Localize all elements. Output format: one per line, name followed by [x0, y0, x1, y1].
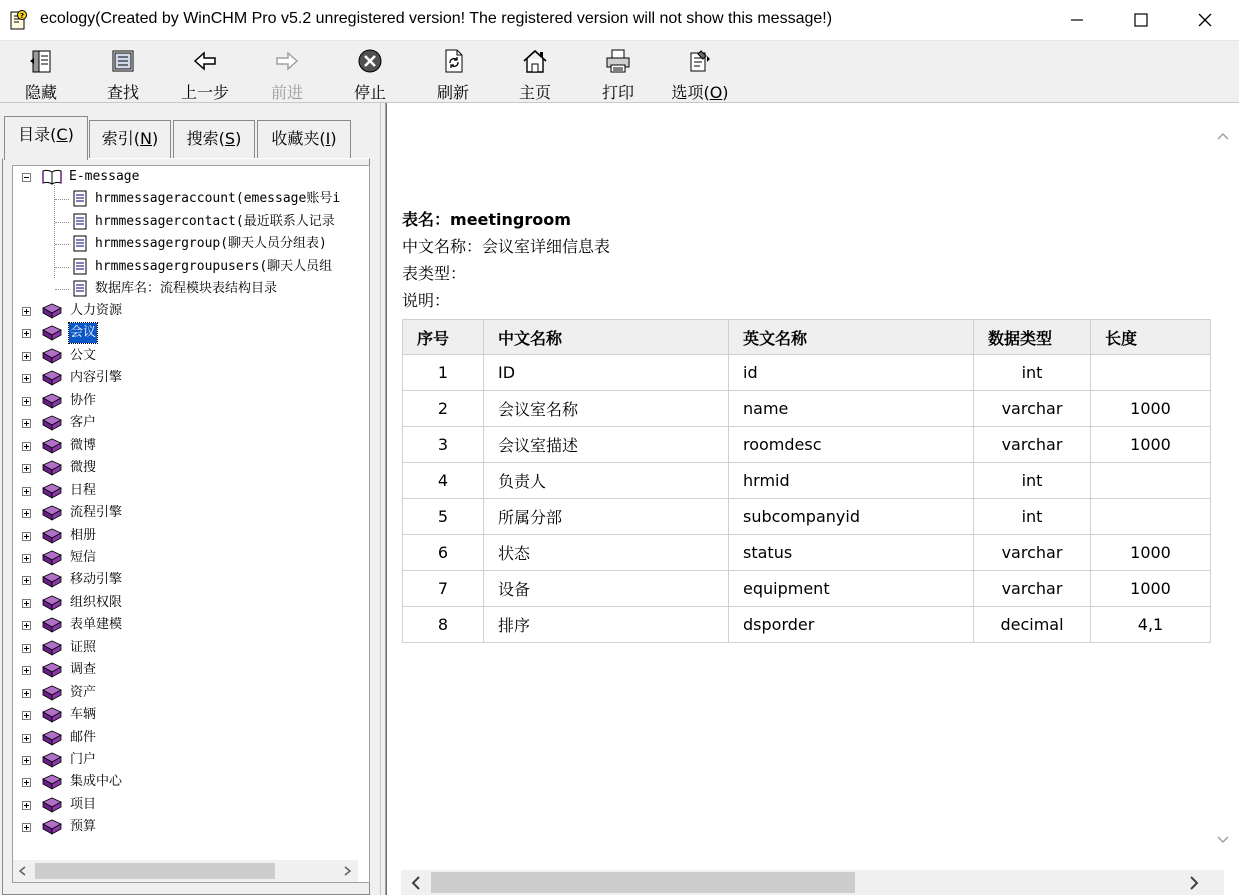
cell-en-name: equipment	[729, 571, 974, 607]
table-row	[403, 535, 1211, 571]
scroll-right-arrow-icon[interactable]	[341, 865, 353, 877]
tree-item-label: 数据库名：流程模块表结构目录	[95, 281, 278, 296]
cell-cn-name: 会议室描述	[484, 427, 729, 463]
cell-cn-name: 状态	[484, 535, 729, 571]
header-cn-name: 中文名称	[484, 320, 729, 355]
tree-guide-line	[55, 267, 69, 268]
cell-length: 1000	[1091, 391, 1211, 427]
expand-toggle-icon[interactable]	[22, 397, 31, 406]
description-line: 说明：	[402, 291, 451, 310]
expand-toggle-icon[interactable]	[22, 576, 31, 585]
print-button[interactable]	[582, 44, 654, 100]
cell-cn-name: 排序	[484, 607, 729, 643]
tree-item-label: 微搜	[70, 460, 97, 476]
tree-item-label: 调查	[70, 662, 97, 678]
back-arrow-icon	[191, 47, 219, 75]
closed-book-icon	[41, 392, 63, 410]
tree-item-label: 公文	[70, 347, 97, 363]
tree-item-label: 资产	[70, 684, 97, 700]
table-type-line: 表类型：	[402, 264, 467, 283]
find-button[interactable]	[87, 44, 159, 100]
open-book-icon	[41, 168, 63, 186]
cell-data-type: int	[974, 463, 1091, 499]
options-icon	[686, 47, 714, 75]
options-button[interactable]	[664, 44, 736, 100]
home-label: 主页	[518, 83, 551, 102]
tree-item-label: 移动引擎	[70, 572, 123, 588]
closed-book-icon	[41, 347, 63, 365]
expand-toggle-icon[interactable]	[22, 307, 31, 316]
closed-book-icon	[41, 661, 63, 679]
closed-book-icon	[41, 369, 63, 387]
window-title: ecology(Created by WinCHM Pro v5.2 unregistered version! The registered version will not show this message!)	[40, 10, 833, 27]
table-row	[403, 391, 1211, 427]
cell-seq: 7	[403, 571, 484, 607]
expand-toggle-icon[interactable]	[22, 352, 31, 361]
content-scroll-thumb[interactable]	[431, 872, 855, 893]
cell-en-name: name	[729, 391, 974, 427]
tab-contents[interactable]: 目录(C)	[4, 116, 88, 160]
tree-guide-line	[55, 199, 69, 200]
find-label: 查找	[106, 83, 139, 102]
close-window-button[interactable]	[1173, 0, 1237, 40]
scroll-down-arrow-icon[interactable]	[1216, 833, 1230, 847]
forward-label: 前进	[270, 83, 303, 102]
tree-horizontal-scrollbar[interactable]	[13, 860, 358, 882]
content-horizontal-scrollbar[interactable]	[401, 870, 1224, 895]
cell-data-type: decimal	[974, 607, 1091, 643]
chinese-name-line: 中文名称：会议室详细信息表	[402, 237, 611, 256]
tree-item-label: hrmmessagercontact(最近联系人记录	[95, 213, 335, 229]
closed-book-icon	[41, 594, 63, 612]
tab-index[interactable]: 索引(N)	[89, 120, 171, 158]
tree-item-label: 协作	[70, 392, 97, 408]
tree-item-label: 邮件	[70, 729, 97, 745]
expand-toggle-icon[interactable]	[22, 329, 31, 338]
hide-label: 隐藏	[24, 83, 57, 102]
expand-toggle-icon[interactable]	[22, 599, 31, 608]
expand-toggle-icon[interactable]	[22, 554, 31, 563]
cell-seq: 4	[403, 463, 484, 499]
topic-page-icon	[73, 190, 87, 207]
closed-book-icon	[41, 437, 63, 455]
expand-toggle-icon[interactable]	[22, 644, 31, 653]
closed-book-icon	[41, 796, 63, 814]
cell-seq: 3	[403, 427, 484, 463]
svg-text:?: ?	[20, 12, 25, 20]
content-pane	[386, 103, 1239, 895]
expand-toggle-icon[interactable]	[22, 532, 31, 541]
cell-en-name: hrmid	[729, 463, 974, 499]
hide-button[interactable]	[5, 44, 77, 100]
table-name-line: 表名：meetingroom	[402, 210, 571, 229]
cell-data-type: varchar	[974, 571, 1091, 607]
tree-item-label: 会议	[69, 323, 97, 343]
expand-toggle-icon[interactable]	[22, 778, 31, 787]
cell-cn-name: ID	[484, 355, 729, 391]
tree-item-label: 人力资源	[70, 303, 123, 318]
cell-data-type: varchar	[974, 427, 1091, 463]
stop-button[interactable]	[334, 44, 406, 100]
tree-item-label: 日程	[70, 482, 97, 498]
expand-toggle-icon[interactable]	[22, 689, 31, 698]
closed-book-icon	[41, 706, 63, 724]
expand-toggle-icon[interactable]	[22, 419, 31, 428]
tab-favorites[interactable]: 收藏夹(I)	[257, 120, 351, 158]
closed-book-icon	[41, 527, 63, 545]
tree-item-label: E-message	[69, 169, 140, 184]
expand-toggle-icon[interactable]	[22, 666, 31, 675]
scroll-left-arrow-icon[interactable]	[17, 865, 29, 877]
table-row	[403, 571, 1211, 607]
cell-data-type: varchar	[974, 391, 1091, 427]
forward-arrow-icon	[273, 47, 301, 75]
collapse-toggle-icon[interactable]	[22, 173, 31, 182]
expand-toggle-icon[interactable]	[22, 756, 31, 765]
closed-book-icon	[41, 549, 63, 567]
cell-length	[1091, 463, 1211, 499]
cell-en-name: roomdesc	[729, 427, 974, 463]
tree-item-label: 预算	[70, 819, 97, 835]
home-button[interactable]	[499, 44, 571, 100]
refresh-button[interactable]	[417, 44, 489, 100]
expand-toggle-icon[interactable]	[22, 823, 31, 832]
fields-table	[402, 319, 1211, 643]
cell-length	[1091, 499, 1211, 535]
closed-book-icon	[41, 414, 63, 432]
cell-cn-name: 设备	[484, 571, 729, 607]
table-name: meetingroom	[450, 210, 571, 229]
home-icon	[521, 47, 549, 75]
header-length: 长度	[1091, 320, 1211, 355]
closed-book-icon	[41, 729, 63, 747]
cell-cn-name: 所属分部	[484, 499, 729, 535]
refresh-label: 刷新	[436, 83, 469, 102]
hide-pane-icon	[27, 47, 55, 75]
cell-length: 1000	[1091, 571, 1211, 607]
fields-table-body	[403, 355, 1211, 643]
find-icon	[109, 47, 137, 75]
expand-toggle-icon[interactable]	[22, 711, 31, 720]
minimize-button[interactable]	[1045, 0, 1109, 40]
cell-seq: 5	[403, 499, 484, 535]
closed-book-icon	[41, 818, 63, 836]
cell-data-type: int	[974, 355, 1091, 391]
tab-search[interactable]: 搜索(S)	[173, 120, 255, 158]
tree-item-label: hrmmessageraccount(emessage账号i	[95, 191, 341, 206]
contents-tree	[13, 166, 358, 860]
table-row	[403, 607, 1211, 643]
tree-guide-line	[55, 289, 69, 290]
header-en-name: 英文名称	[729, 320, 974, 355]
cell-data-type: int	[974, 499, 1091, 535]
cell-seq: 6	[403, 535, 484, 571]
table-row	[403, 355, 1211, 391]
maximize-icon	[1134, 13, 1148, 27]
closed-book-icon	[41, 324, 63, 342]
expand-toggle-icon[interactable]	[22, 464, 31, 473]
forward-button[interactable]	[251, 44, 323, 100]
close-icon	[1197, 12, 1213, 28]
tree-guide-line	[54, 182, 55, 278]
closed-book-icon	[41, 302, 63, 320]
scroll-up-arrow-icon[interactable]	[1216, 129, 1230, 143]
tree-scroll-thumb[interactable]	[35, 863, 275, 879]
cell-length: 4,1	[1091, 607, 1211, 643]
tree-guide-line	[55, 222, 69, 223]
tree-item-label: 集成中心	[70, 774, 123, 790]
expand-toggle-icon[interactable]	[22, 509, 31, 518]
toolbar	[0, 41, 1239, 103]
title-bar	[0, 0, 1239, 41]
tree-item-label: 组织权限	[70, 594, 123, 610]
tree-item-label: hrmmessagergroupusers(聊天人员组	[95, 258, 333, 274]
scroll-right-arrow-icon[interactable]	[1187, 875, 1201, 891]
cell-length	[1091, 355, 1211, 391]
expand-toggle-icon[interactable]	[22, 621, 31, 630]
back-label: 上一步	[180, 83, 229, 102]
tree-item-label: 内容引擎	[70, 370, 123, 386]
table-row	[403, 463, 1211, 499]
cell-length: 1000	[1091, 427, 1211, 463]
tree-guide-line	[55, 244, 69, 245]
cell-seq: 8	[403, 607, 484, 643]
content-vertical-scrollbar[interactable]	[1210, 125, 1236, 859]
topic-page-icon	[73, 280, 87, 297]
chinese-name: 会议室详细信息表	[482, 237, 611, 256]
expand-toggle-icon[interactable]	[22, 801, 31, 810]
tree-item-label: 门户	[70, 752, 97, 767]
tree-item-label: 证照	[70, 639, 97, 655]
tree-item-label: 客户	[70, 415, 97, 431]
cell-seq: 2	[403, 391, 484, 427]
table-row	[403, 427, 1211, 463]
expand-toggle-icon[interactable]	[22, 374, 31, 383]
tree-item-label: 项目	[70, 796, 97, 812]
scroll-left-arrow-icon[interactable]	[409, 875, 423, 891]
cell-en-name: id	[729, 355, 974, 391]
topic-page-icon	[73, 213, 87, 230]
expand-toggle-icon[interactable]	[22, 442, 31, 451]
back-button[interactable]	[169, 44, 241, 100]
closed-book-icon	[41, 616, 63, 634]
print-label: 打印	[601, 83, 634, 102]
tree-item-label: 微博	[70, 437, 97, 453]
tree-item-label: 短信	[70, 549, 97, 565]
closed-book-icon	[41, 639, 63, 657]
stop-label: 停止	[353, 83, 386, 102]
cell-data-type: varchar	[974, 535, 1091, 571]
cell-length: 1000	[1091, 535, 1211, 571]
cell-cn-name: 会议室名称	[484, 391, 729, 427]
cell-cn-name: 负责人	[484, 463, 729, 499]
help-file-icon	[9, 9, 29, 31]
table-row	[403, 499, 1211, 535]
topic-page-icon	[73, 235, 87, 252]
closed-book-icon	[41, 571, 63, 589]
table-header-row	[403, 320, 1211, 355]
tree-item-label: hrmmessagergroup(聊天人员分组表)	[95, 236, 327, 251]
header-data-type: 数据类型	[974, 320, 1091, 355]
cell-en-name: status	[729, 535, 974, 571]
printer-icon	[604, 47, 632, 75]
closed-book-icon	[41, 684, 63, 702]
cell-en-name: subcompanyid	[729, 499, 974, 535]
contents-tree-view[interactable]	[12, 165, 370, 883]
tree-item-label: 表单建模	[70, 617, 123, 633]
maximize-button[interactable]	[1109, 0, 1173, 40]
cell-en-name: dsporder	[729, 607, 974, 643]
cell-seq: 1	[403, 355, 484, 391]
tree-item-label: 相册	[70, 527, 97, 543]
closed-book-icon	[41, 459, 63, 477]
closed-book-icon	[41, 751, 63, 769]
tree-item-label: 流程引擎	[70, 505, 123, 521]
tree-item-label: 车辆	[70, 707, 97, 723]
closed-book-icon	[41, 773, 63, 791]
minimize-icon	[1070, 13, 1084, 27]
refresh-icon	[439, 47, 467, 75]
options-label: 选项(O)	[671, 83, 729, 102]
header-seq: 序号	[403, 320, 484, 355]
expand-toggle-icon[interactable]	[22, 487, 31, 496]
stop-icon	[356, 47, 384, 75]
expand-toggle-icon[interactable]	[22, 734, 31, 743]
topic-page-icon	[73, 258, 87, 275]
closed-book-icon	[41, 504, 63, 522]
closed-book-icon	[41, 482, 63, 500]
